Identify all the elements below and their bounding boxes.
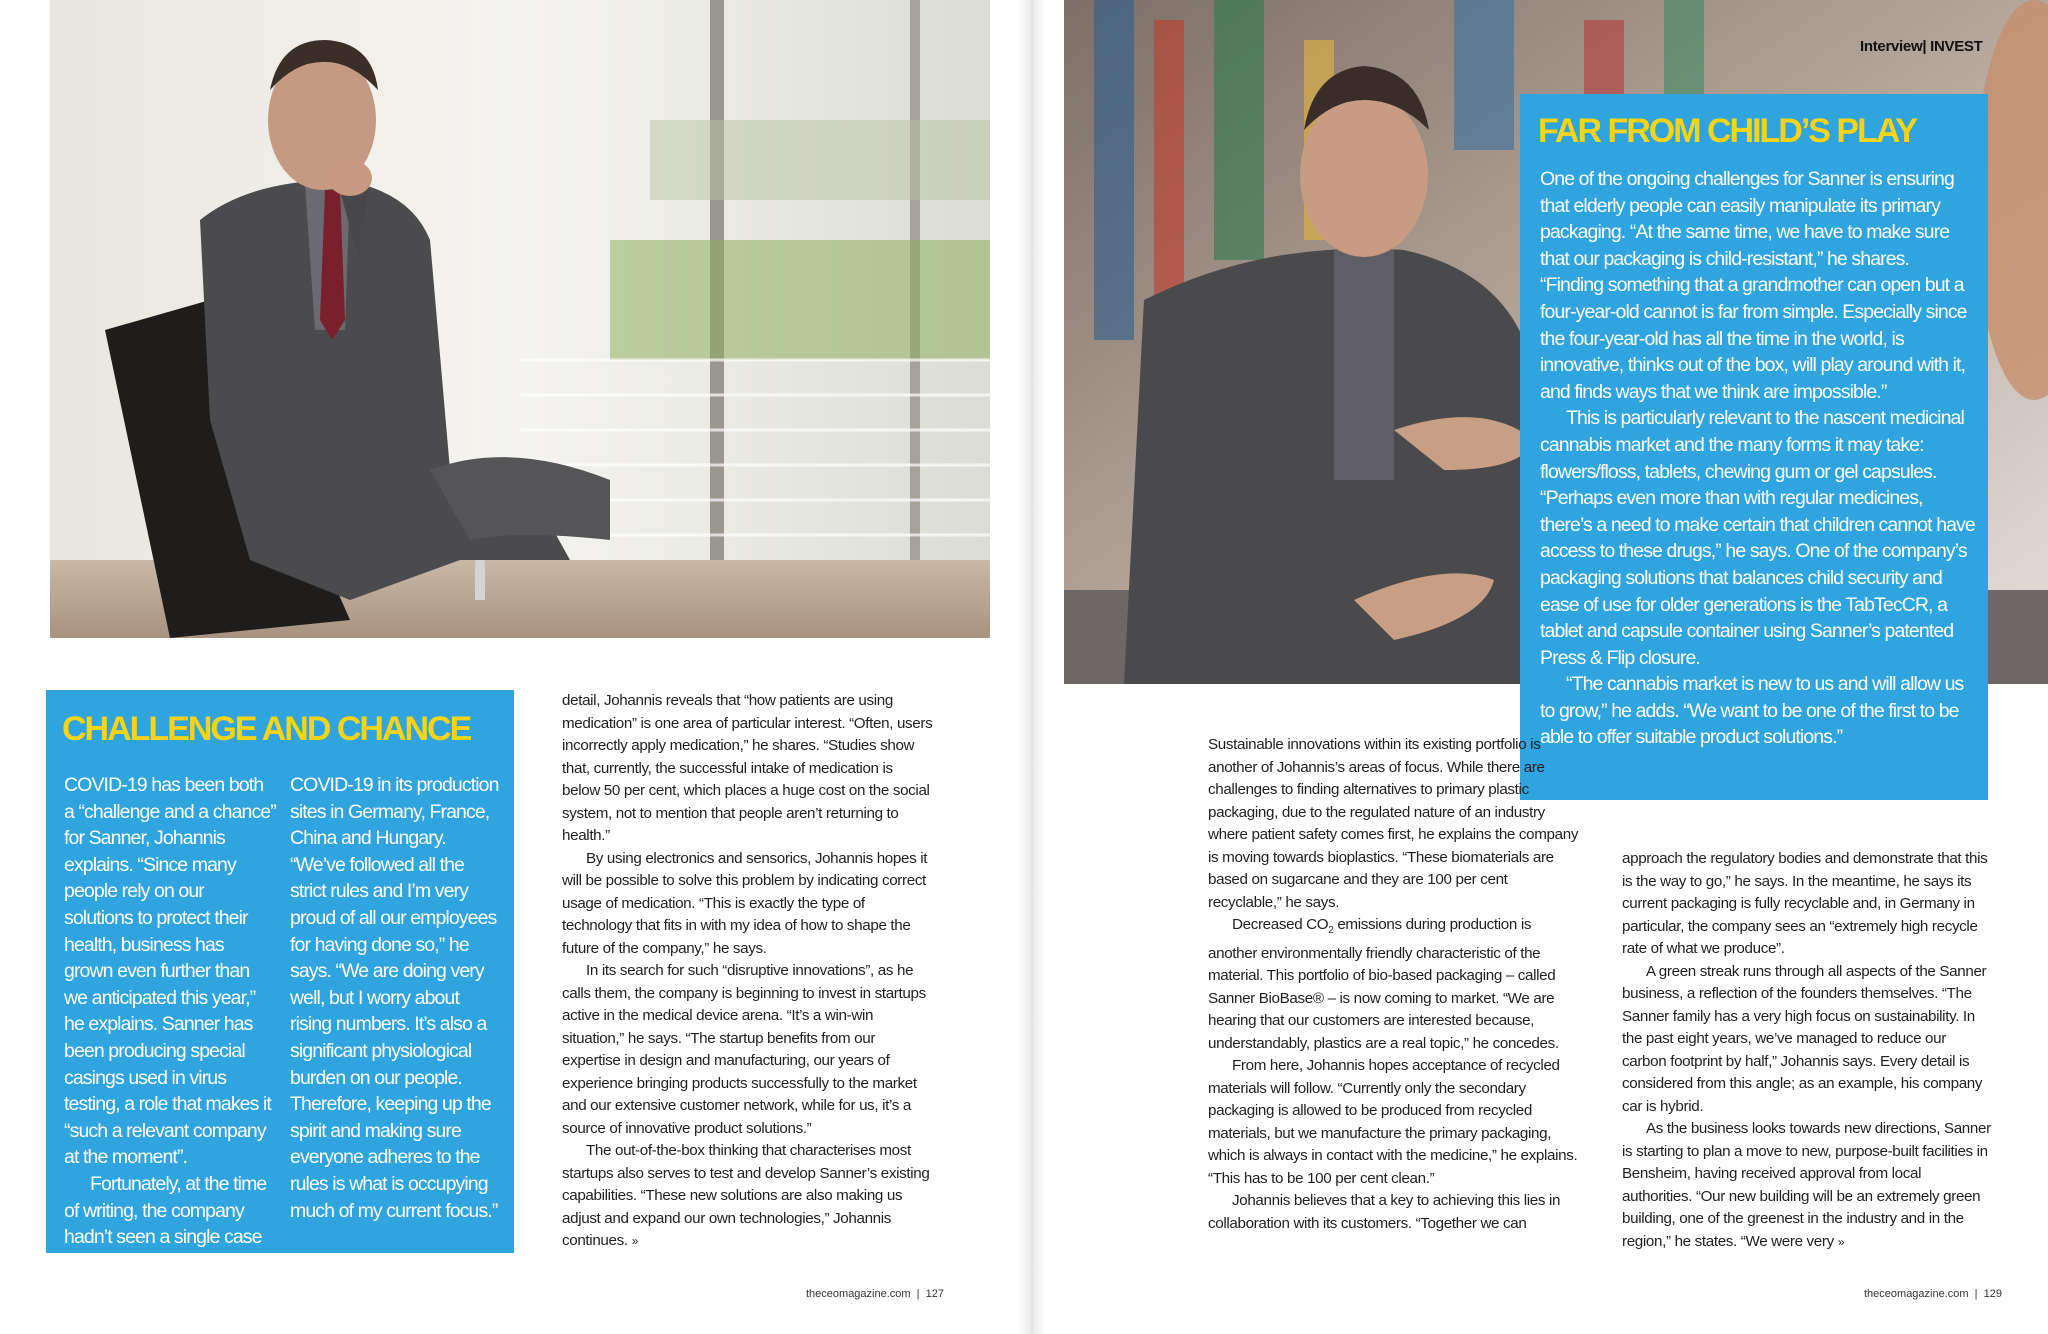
page-gutter bbox=[1018, 0, 1046, 1334]
continue-arrow-icon: » bbox=[1837, 1234, 1845, 1249]
childs-play-paragraph: “The cannabis market is new to us and will allow us to grow,” he adds. “We want to be one of the first to be able to offer suitable product solutions.” bbox=[1540, 673, 1964, 749]
challenge-paragraph: COVID-19 in its production sites in Germany, France, China and Hungary. “We’ve followed all the strict rules and I’m very proud of all our employees for having done so,” he says. “We are doing very well, but I worry about rising numbers. It’s also a significant physiological burden on our people. Therefore, keeping up the spirit and making sure everyone adheres to the rules is what is occupying much of my current focus.” bbox=[290, 774, 499, 1222]
footer-left: theceomagazine.com | 127 bbox=[806, 1288, 944, 1300]
body-paragraph: Johannis believes that a key to achieving this lies in collaboration with its customers. “Together we can bbox=[1208, 1192, 1561, 1232]
body-paragraph: From here, Johannis hopes acceptance of recycled materials will follow. “Currently only the secondary packaging is allowed to be produced from recycled materials, but we manufacture the primary packaging, which is always in contact with the medicine,” he explains. “This has to be 100 per cent clean.” bbox=[1208, 1057, 1578, 1187]
challenge-paragraph: COVID-19 has been both a “challenge and a chance” for Sanner, Johannis explains. “Since many people rely on our solutions to protect their health, business has grown even further than we anticipated this year,” he explains. Sanner has been producing special casings used in virus testing, a role that makes it “such a relevant company at the moment”. bbox=[64, 774, 276, 1169]
continue-arrow-icon: » bbox=[631, 1234, 639, 1248]
body-paragraph: Decreased $CO_2$ emissions during production is another environmentally friendly characteristic of the material. This portfolio of bio-based packaging – called Sanner BioBase® – is now coming to market. “We are hearing that our customers are interested because, understandably, plastics are a real topic,” he concedes. bbox=[1208, 916, 1559, 1052]
body-paragraph: A green streak runs through all aspects of the Sanner business, a reflection of the founders themselves. “The Sanner family has a very high focus on sustainability. In the past eight years, we’ve managed to reduce our carbon footprint by half,” Johannis says. Every detail is considered from this angle; as an example, his company car is hybrid. bbox=[1622, 962, 1987, 1115]
page127-text-column bbox=[562, 690, 934, 1253]
page129-text-column-1 bbox=[1208, 734, 1580, 1235]
childs-play-paragraph: This is particularly relevant to the nascent medicinal cannabis market and the many forms it may take: flowers/floss, tablets, chewing gum or gel capsules. “Perhaps even more than with regular medicines, there’s a need to make certain that children cannot have access to these drugs,” he says. One of the company’s packaging solutions that balances child security and ease of use for older generations is the TabTecCR, a tablet and capsule container using Sanner’s patented Press & Flip closure. bbox=[1540, 407, 1975, 669]
section-tag: Interview| INVEST bbox=[1860, 38, 1983, 55]
body-paragraph: Sustainable innovations within its existing portfolio is another of Johannis’s areas of focus. While there are challenges to finding alternatives to primary plastic packaging, due to the regulated nature of an industry where patient safety comes first, he explains the company is moving towards bioplastics. “These biomaterials are based on sugarcane and they are 100 per cent recyclable,” he says. bbox=[1208, 736, 1579, 911]
body-paragraph: approach the regulatory bodies and demonstrate that this is the way to go,” he says. In the meantime, he says its current packaging is fully recyclable and, in Germany in particular, the company sees an “extremely high recycle rate of what we produce”. bbox=[1622, 850, 1988, 957]
challenge-paragraph: Fortunately, at the time of writing, the company hadn’t seen a single case of bbox=[64, 1172, 267, 1275]
challenge-heading: CHALLENGE AND CHANCE bbox=[62, 710, 471, 748]
challenge-col-1 bbox=[64, 772, 276, 1277]
left-portrait-photo bbox=[50, 0, 990, 638]
childs-play-sidebar-box bbox=[1520, 94, 1988, 800]
childs-play-text bbox=[1540, 166, 1976, 751]
footer-right: theceomagazine.com | 129 bbox=[1864, 1288, 2002, 1300]
body-paragraph: As the business looks towards new directions, Sanner is starting to plan a move to new, purpose-built facilities in Bensheim, having received approval from local authorities. “Our new building will be an extremely green building, one of the greenest in the industry and in the region,” he states. “We were very » bbox=[1622, 1120, 1991, 1250]
childs-play-heading: FAR FROM CHILD’S PLAY bbox=[1538, 112, 1916, 150]
body-paragraph: The out-of-the-box thinking that characterises most startups also serves to test and develop Sanner’s existing capabilities. “These new solutions are also making us adjust and expand our own technologies,” Johannis continues. » bbox=[562, 1142, 930, 1249]
childs-play-paragraph: One of the ongoing challenges for Sanner is ensuring that elderly people can easily manipulate its primary packaging. “At the same time, we have to make sure that our packaging is child-resistant,” he shares. “Finding something that a grandmother can open but a four-year-old cannot is far from simple. Especially since the four-year-old has all the time in the world, is innovative, thinks out of the box, will play around with it, and finds ways that we think are impossible.” bbox=[1540, 168, 1967, 403]
challenge-col-2 bbox=[290, 772, 502, 1224]
page129-text-column-2 bbox=[1622, 848, 1994, 1253]
body-paragraph: By using electronics and sensorics, Johannis hopes it will be possible to solve this problem by indicating correct usage of medication. “This is exactly the type of technology that fits in with my idea of how to shape the future of the company,” he says. bbox=[562, 849, 928, 957]
challenge-sidebar-box bbox=[46, 690, 514, 1275]
body-paragraph: detail, Johannis reveals that “how patients are using medication” is one area of particular interest. “Often, users incorrectly apply medication,” he shares. “Studies show that, currently, the successful intake of medication is below 50 per cent, which places a huge cost on the social system, not to mention that people aren’t returning to health.” bbox=[562, 692, 933, 844]
body-paragraph: In its search for such “disruptive innovations”, as he calls them, the company is beginning to invest in startups active in the medical device arena. “It’s a win-win situation,” he says. “The startup benefits from our expertise in design and manufacturing, our years of experience bringing products successfully to the market and our extensive customer network, while for us, it’s a source of innovative product solutions.” bbox=[562, 962, 926, 1137]
